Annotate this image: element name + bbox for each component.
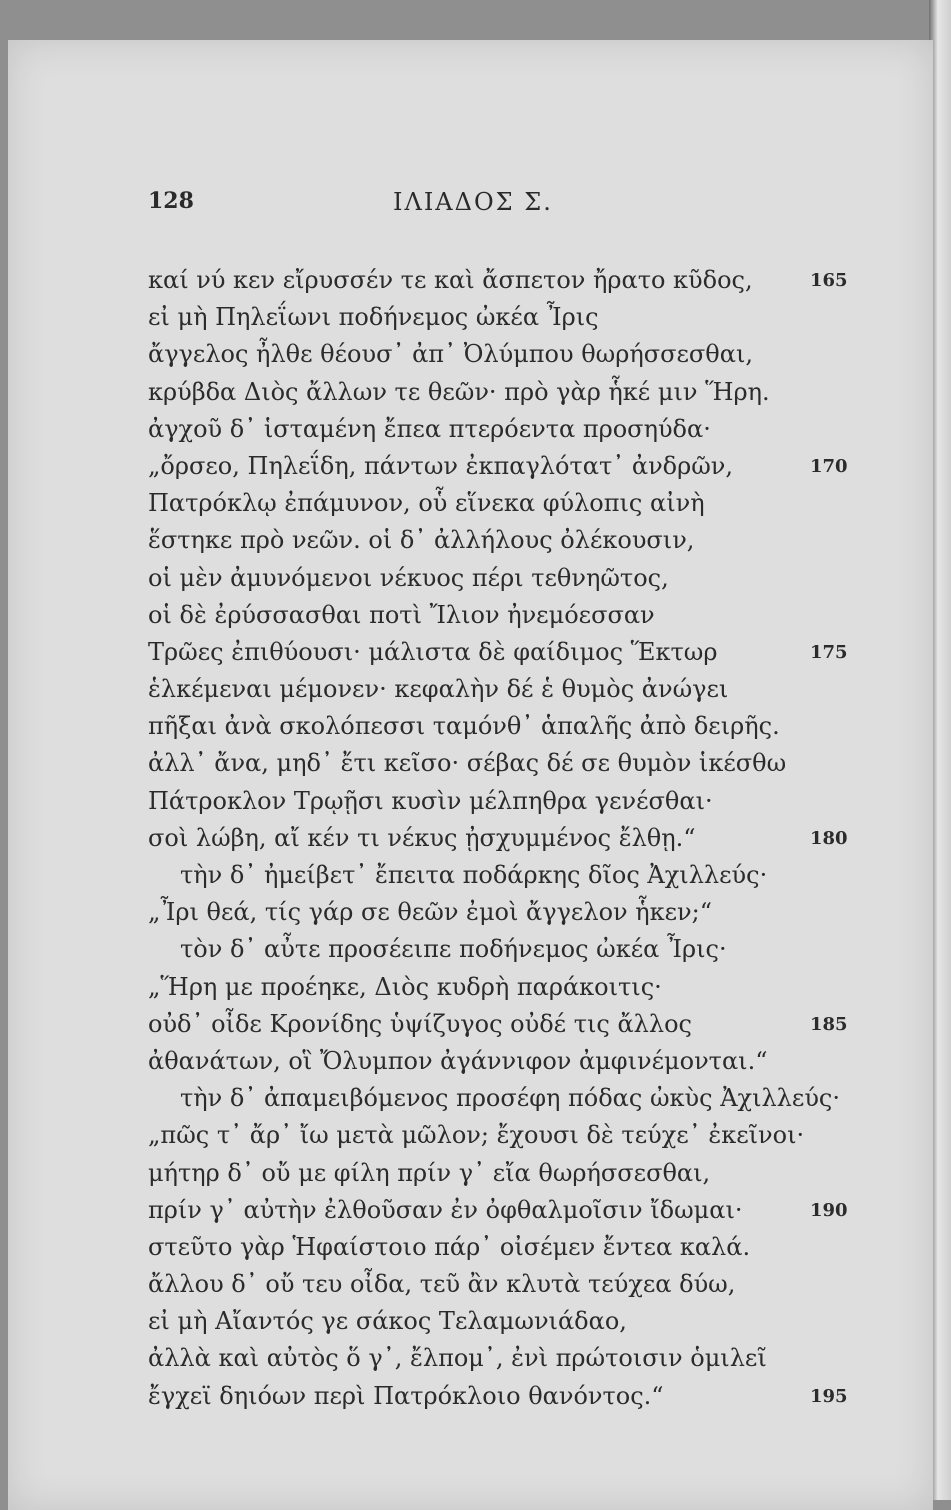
verse-text: κρύβδα Διὸς ἄλλων τε θεῶν· πρὸ γὰρ ἧκέ μιν Ἥρη.	[148, 377, 770, 406]
verse-line	[148, 931, 878, 968]
verse-line	[148, 1340, 878, 1377]
verse-text: τὴν δ᾽ ἠμείβετ᾽ ἔπειτα ποδάρκης δῖος Ἀχιλλεύς·	[180, 861, 768, 889]
verse-text: Τρῶες ἐπιθύουσι· μάλιστα δὲ φαίδιμος Ἕκτωρ	[148, 637, 718, 666]
verse-text: οἱ μὲν ἀμυνόμενοι νέκυος πέρι τεθνηῶτος,	[148, 563, 669, 592]
line-number: 175	[810, 641, 848, 663]
verse-line	[148, 634, 878, 671]
verse-text: ἔγχεϊ δηιόων περὶ Πατρόκλοιο θανόντος.“	[148, 1381, 664, 1410]
verse-text: ἀλλὰ καὶ αὐτὸς ὅ γ᾽, ἔλπομ᾽, ἐνὶ πρώτοισιν ὁμιλεῖ	[148, 1344, 767, 1373]
verse-text: ἀθανάτων, οἳ Ὄλυμπον ἀγάννιφον ἀμφινέμονται.“	[148, 1046, 768, 1075]
verse-text: πρίν γ᾽ αὐτὴν ἐλθοῦσαν ἐν ὀφθαλμοῖσιν ἴδωμαι·	[148, 1195, 743, 1224]
verse-text: ἄγγελος ἦλθε θέουσ᾽ ἀπ᾽ Ὀλύμπου θωρήσσεσθαι,	[148, 340, 754, 369]
verse-line	[148, 485, 878, 522]
line-number: 170	[810, 455, 848, 477]
verse-line	[148, 1117, 878, 1154]
verse-line	[148, 1080, 878, 1117]
verse-block	[148, 262, 878, 1415]
verse-text: ἀλλ᾽ ἄνα, μηδ᾽ ἔτι κεῖσο· σέβας δέ σε θυμὸν ἱκέσθω	[148, 749, 787, 778]
verse-text: οὐδ᾽ οἶδε Κρονίδης ὑψίζυγος οὐδέ τις ἄλλος	[148, 1009, 692, 1038]
line-number: 185	[810, 1013, 848, 1035]
verse-line	[148, 560, 878, 597]
verse-line	[148, 1006, 878, 1043]
verse-line	[148, 522, 878, 559]
verse-line	[148, 1043, 878, 1080]
verse-text: πῆξαι ἀνὰ σκολόπεσσι ταμόνθ᾽ ἁπαλῆς ἀπὸ δειρῆς.	[148, 712, 780, 741]
running-title: ΙΛΙΑΔΟΣ Σ.	[393, 188, 553, 216]
verse-line	[148, 1229, 878, 1266]
verse-line	[148, 597, 878, 634]
verse-line	[148, 671, 878, 708]
verse-line	[148, 299, 878, 336]
verse-line	[148, 1192, 878, 1229]
verse-text: „Ἶρι θεά, τίς γάρ σε θεῶν ἐμοὶ ἄγγελον ἧκεν;“	[148, 898, 712, 927]
verse-text: καί νύ κεν εἴρυσσέν τε καὶ ἄσπετον ἤρατο κῦδος,	[148, 266, 753, 294]
verse-line	[148, 820, 878, 857]
verse-line	[148, 745, 878, 782]
line-number: 190	[810, 1199, 848, 1221]
verse-text: „πῶς τ᾽ ἄρ᾽ ἴω μετὰ μῶλον; ἔχουσι δὲ τεύχε᾽ ἐκεῖνοι·	[148, 1121, 805, 1150]
verse-line	[148, 708, 878, 745]
line-number: 180	[810, 827, 848, 849]
verse-line	[148, 783, 878, 820]
verse-text: ἀγχοῦ δ᾽ ἱσταμένη ἔπεα πτερόεντα προσηύδα·	[148, 414, 711, 443]
verse-line	[148, 1266, 878, 1303]
book-page	[8, 40, 933, 1510]
verse-text: τὸν δ᾽ αὖτε προσέειπε ποδήνεμος ὠκέα Ἶρις·	[180, 935, 727, 964]
verse-text: ἑλκέμεναι μέμονεν· κεφαλὴν δέ ἑ θυμὸς ἀνώγει	[148, 675, 729, 704]
verse-text: Πατρόκλῳ ἐπάμυνον, οὗ εἵνεκα φύλοπις αἰνὴ	[148, 489, 705, 518]
line-number: 165	[810, 270, 848, 291]
verse-line	[148, 411, 878, 448]
verse-line	[148, 857, 878, 894]
verse-line	[148, 374, 878, 411]
verse-text: στεῦτο γὰρ Ἡφαίστοιο πάρ᾽ οἰσέμεν ἔντεα καλά.	[148, 1232, 751, 1261]
page-header	[8, 188, 933, 238]
verse-line	[148, 1303, 878, 1340]
page-number: 128	[148, 188, 194, 214]
verse-text: μήτηρ δ᾽ οὔ με φίλη πρίν γ᾽ εἴα θωρήσσεσθαι,	[148, 1158, 711, 1187]
verse-line	[148, 262, 878, 299]
verse-line	[148, 336, 878, 373]
verse-text: Πάτροκλον Τρῳῇσι κυσὶν μέλπηθρα γενέσθαι·	[148, 786, 713, 815]
verse-line	[148, 969, 878, 1006]
verse-text: τὴν δ᾽ ἀπαμειβόμενος προσέφη πόδας ὠκὺς Ἀχιλλεύς·	[180, 1084, 840, 1113]
verse-text: ἄλλου δ᾽ οὔ τευ οἶδα, τεῦ ἂν κλυτὰ τεύχεα δύω,	[148, 1270, 736, 1299]
verse-line	[148, 1378, 878, 1415]
line-number: 195	[810, 1385, 848, 1407]
verse-line	[148, 894, 878, 931]
verse-line	[148, 1155, 878, 1192]
verse-text: οἱ δὲ ἐρύσσασθαι ποτὶ Ἴλιον ἠνεμόεσσαν	[148, 600, 655, 629]
verse-text: εἰ μὴ Αἴαντός γε σάκος Τελαμωνιάδαο,	[148, 1307, 627, 1336]
verse-line	[148, 448, 878, 485]
verse-text: εἰ μὴ Πηλεΐωνι ποδήνεμος ὠκέα Ἶρις	[148, 303, 599, 332]
verse-text: ἕστηκε πρὸ νεῶν. οἱ δ᾽ ἀλλήλους ὀλέκουσιν,	[148, 526, 695, 555]
verse-text: σοὶ λώβη, αἴ κέν τι νέκυς ᾐσχυμμένος ἔλθῃ.“	[148, 823, 696, 852]
verse-text: „ὄρσεο, Πηλεΐδη, πάντων ἐκπαγλότατ᾽ ἀνδρῶν,	[148, 451, 733, 480]
verse-text: „Ἥρη με προέηκε, Διὸς κυδρὴ παράκοιτις·	[148, 972, 662, 1001]
